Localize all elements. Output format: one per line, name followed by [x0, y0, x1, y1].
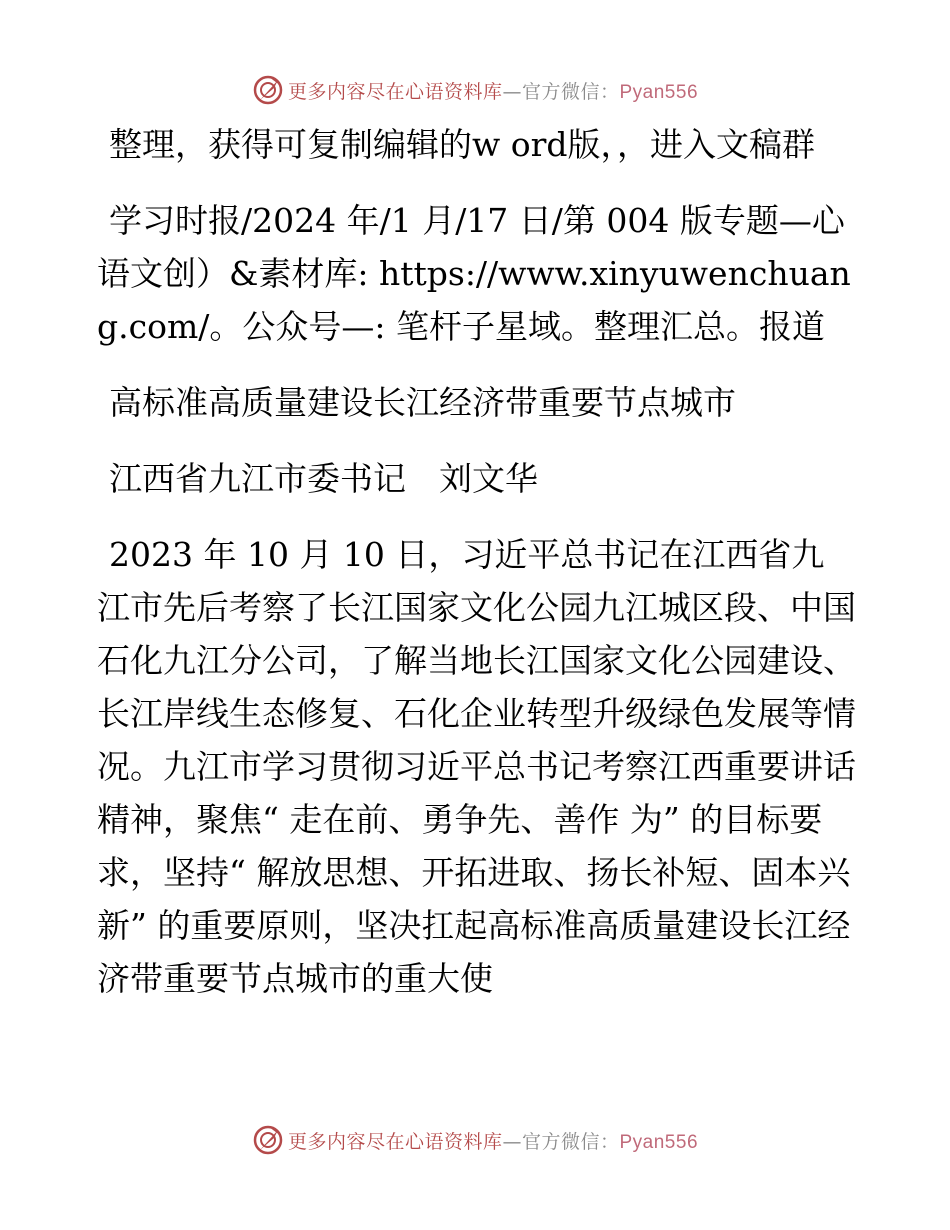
article-author: 江西省九江市委书记 刘文华 — [109, 459, 538, 498]
paragraph-intro: 整理，获得可复制编辑的w ord版，，进入文稿群 — [109, 125, 816, 164]
watermark-banner-bottom — [0, 1120, 950, 1160]
watermark-text — [288, 1127, 698, 1154]
watermark-banner-top — [0, 70, 950, 110]
watermark-official-label: 官方微信： — [521, 80, 620, 103]
watermark-official-label: 官方微信： — [521, 1130, 620, 1153]
watermark-separator: — — [502, 1130, 522, 1153]
watermark-text — [288, 77, 698, 104]
watermark-promo: 更多内容尽在心语资料库 — [287, 1130, 503, 1153]
paragraph-source: 学习时报/2024 年/1 月/17 日/第 004 版专题—心语文创）&素材库: https://www.xinyuwenchuang.com/。公众号—: 笔杆子星域。整理汇总。报道 — [97, 201, 851, 346]
quill-logo-icon — [252, 1124, 284, 1156]
paragraph-body: 2023 年 10 月 10 日，习近平总书记在江西省九江市先后考察了长江国家文化公园九江城区段、中国石化九江分公司，了解当地长江国家文化公园建设、长江岸线生态修复、石化企业转型升级绿色发展等情况。九江市学习贯彻习近平总书记考察江西重要讲话精神，聚焦“ 走在前、勇争先、善作 为” 的目标要求，坚持“ 解放思想、开拓进取、扬长补短、固本兴新” 的重要原则，坚决扛起高标准高质量建设长江经济带重要节点城市的重大使 — [97, 535, 856, 998]
watermark-wechat-id: Pyan556 — [619, 1131, 699, 1153]
watermark-separator: — — [502, 80, 522, 103]
watermark-promo: 更多内容尽在心语资料库 — [287, 80, 503, 103]
article-title: 高标准高质量建设长江经济带重要节点城市 — [109, 383, 736, 422]
document-body — [97, 118, 857, 1028]
watermark-wechat-id: Pyan556 — [619, 81, 699, 103]
quill-logo-icon — [252, 74, 284, 106]
